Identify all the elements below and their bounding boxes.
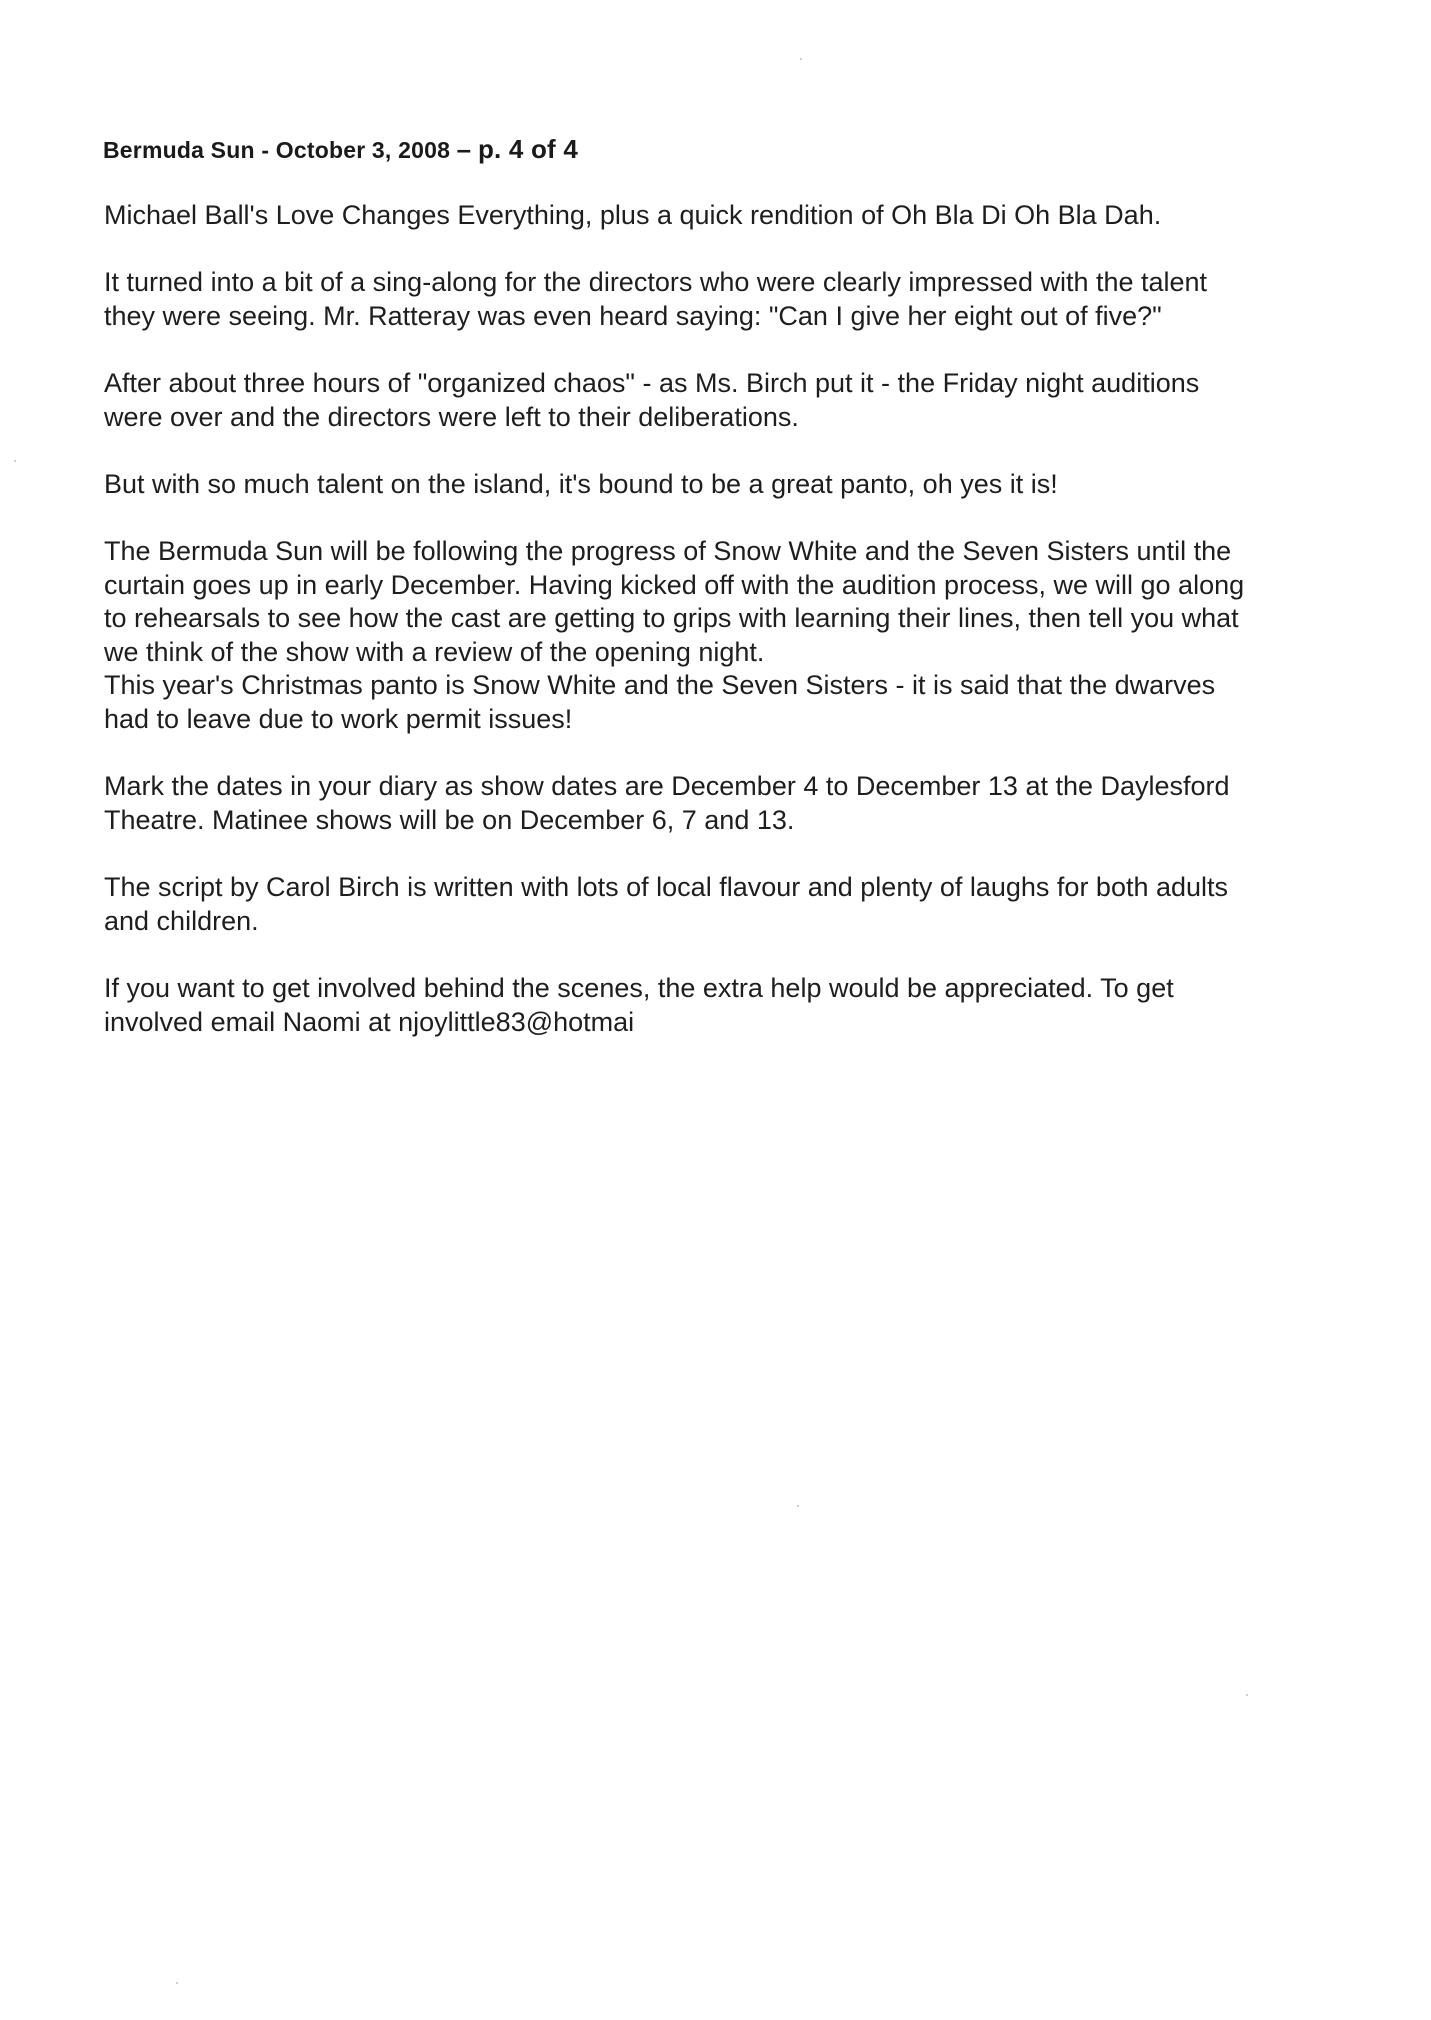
paragraph-8 [104,972,1364,1039]
page-header [103,134,578,165]
paragraph-text: Michael Ball's Love Changes Everything, plus a quick rendition of Oh Bla Di Oh Bla Dah. [104,200,1162,230]
page-number: p. 4 of 4 [477,134,578,164]
paragraph-2 [104,266,1364,333]
paragraph-text: The Bermuda Sun will be following the progress of Snow White and the Seven Sisters until the curtain goes up in early December. Having kicked off with the audition process, we will go along to rehearsals to see how the cast are getting to grips with learning their lines, then tell you what we think of the show with a review of the opening night. This year's Christmas panto is Snow White and the Seven Sisters - it is said that the dwarves had to leave due to work permit issues! [104,536,1245,734]
paragraph-text: It turned into a bit of a sing-along for the directors who were clearly impressed with the talent they were seeing. Mr. Ratteray was even heard saying: "Can I give her eight out of five?" [104,267,1208,331]
paragraph-6 [104,770,1364,837]
header-dash: – [456,134,472,164]
paragraph-text: Mark the dates in your diary as show dates are December 4 to December 13 at the Daylesford Theatre. Matinee shows will be on December 6, 7 and 13. [104,771,1230,835]
paragraph-5 [104,535,1364,736]
paragraph-text: But with so much talent on the island, it's bound to be a great panto, oh yes it is! [104,469,1058,499]
scan-speck [800,58,802,60]
paragraph-3 [104,367,1364,434]
scan-speck [1246,1694,1248,1696]
scan-speck [14,460,16,462]
scan-speck [176,1982,178,1984]
paragraph-4 [104,468,1364,502]
paragraph-text: The script by Carol Birch is written with lots of local flavour and plenty of laughs for both adults and children. [104,872,1229,936]
scan-speck [797,1505,799,1507]
paragraph-7 [104,871,1364,938]
paragraph-1 [104,199,1364,233]
paragraph-text: If you want to get involved behind the scenes, the extra help would be appreciated. To get involved email Naomi at njoylittle83@hotmai [104,973,1174,1037]
paragraph-text: After about three hours of "organized chaos" - as Ms. Birch put it - the Friday night auditions were over and the directors were left to their deliberations. [104,368,1200,432]
publication-date: Bermuda Sun - October 3, 2008 [103,137,451,163]
